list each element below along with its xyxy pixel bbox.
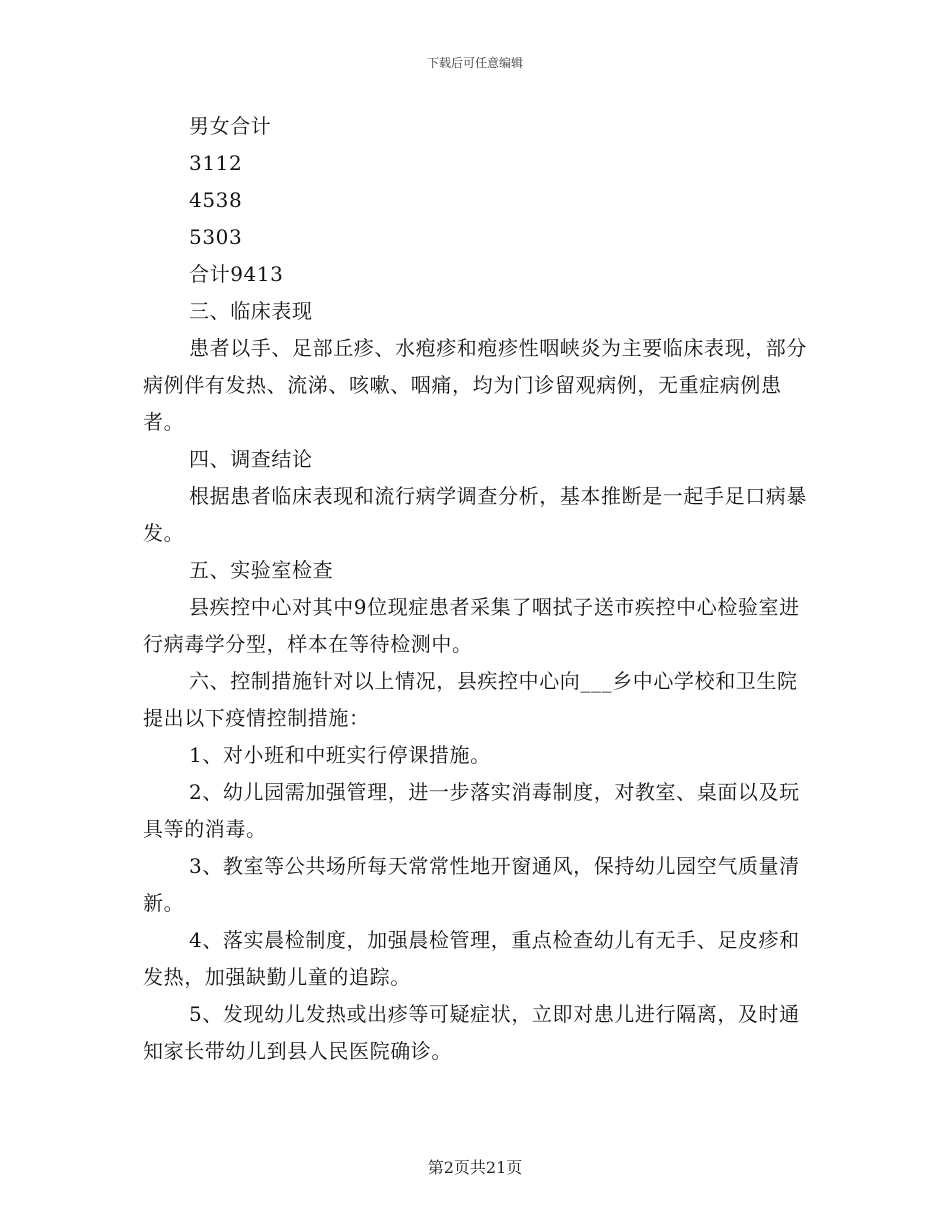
document-body — [143, 108, 809, 1070]
measure-item-4: 4、落实晨检制度，加强晨检管理，重点检查幼儿有无手、足皮疹和发热，加强缺勤儿童的追踪。 — [143, 928, 800, 989]
table-line-value: 5303 — [189, 225, 243, 249]
section-4-paragraph: 根据患者临床表现和流行病学调查分析，基本推断是一起手足口病暴发。 — [143, 484, 807, 545]
table-line-value: 4538 — [189, 188, 243, 212]
measure-item-2: 2、幼儿园需加强管理，进一步落实消毒制度，对教室、桌面以及玩具等的消毒。 — [143, 780, 800, 841]
section-6-paragraph: 六、控制措施针对以上情况，县疾控中心向___乡中心学校和卫生院提出以下疫情控制措施： — [143, 669, 798, 730]
section-3-heading: 三、临床表现 — [189, 299, 313, 323]
table-line-total: 合计9413 — [189, 262, 284, 286]
table-line-value: 3112 — [189, 151, 243, 175]
section-4-heading: 四、调查结论 — [189, 447, 313, 471]
section-5-paragraph: 县疾控中心对其中9位现症患者采集了咽拭子送市疾控中心检验室进行病毒学分型，样本在等待检测中。 — [143, 595, 800, 656]
table-line-header: 男女合计 — [189, 114, 272, 138]
measure-item-1: 1、对小班和中班实行停课措施。 — [189, 743, 491, 767]
measure-item-5: 5、发现幼儿发热或出疹等可疑症状，立即对患儿进行隔离，及时通知家长带幼儿到县人民医院确诊。 — [143, 1002, 800, 1063]
measure-item-3: 3、教室等公共场所每天常常性地开窗通风，保持幼儿园空气质量清新。 — [143, 854, 800, 915]
section-3-paragraph: 患者以手、足部丘疹、水疱疹和疱疹性咽峡炎为主要临床表现，部分病例伴有发热、流涕、咳嗽、咽痛，均为门诊留观病例，无重症病例患者。 — [143, 336, 807, 434]
page-number: 第2页共21页 — [427, 1158, 523, 1177]
page-header: 下载后可任意编辑 — [426, 56, 523, 70]
section-5-heading: 五、实验室检查 — [189, 558, 334, 582]
